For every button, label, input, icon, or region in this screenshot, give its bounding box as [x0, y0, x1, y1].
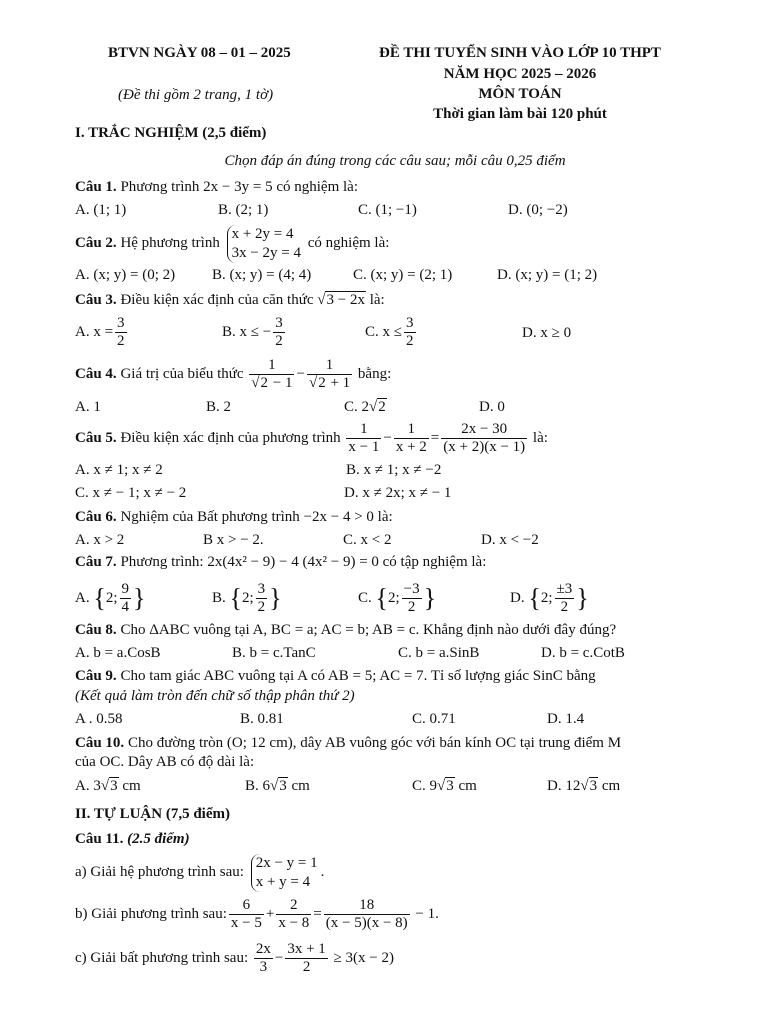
question-6: [75, 508, 393, 526]
option-a: [75, 314, 129, 350]
option-d: D. b = c.CotB: [541, 645, 625, 661]
option-b: [222, 314, 287, 350]
minus-sign: −: [296, 366, 305, 382]
question-label: Câu 6.: [75, 509, 117, 525]
question-stem: Hệ phương trình: [120, 235, 220, 251]
radicand: 3 − 2x: [326, 292, 365, 308]
question-label: Câu 3.: [75, 292, 117, 308]
option-prefix: B. x ≤ −: [222, 324, 272, 340]
question-stem-end: là:: [532, 430, 548, 446]
duration: Thời gian làm bài 120 phút: [433, 106, 607, 122]
part-a: a) Giải hệ phương trình sau: 2x − y = 1 x + y = 4 .: [75, 854, 325, 890]
option-c: C. 2√2: [344, 399, 386, 415]
question-label: Câu 4.: [75, 366, 117, 382]
subject: MÔN TOÁN: [478, 86, 562, 102]
question-9: [75, 667, 596, 685]
option-d: D. (x; y) = (1; 2): [497, 267, 598, 283]
option-d: D. 12√3 cm: [547, 778, 621, 794]
question-points: (2.5 điểm): [127, 831, 190, 847]
equation-2: 3x − 2y = 4: [231, 244, 301, 261]
question-stem: Cho đường tròn (O; 12 cm), dây AB vuông góc với bán kính OC tại trung điểm M: [127, 735, 622, 751]
question-stem: Điều kiện xác định của căn thức: [120, 292, 314, 308]
option-d: D. x ≥ 0: [522, 325, 572, 341]
question-11: [75, 830, 190, 848]
question-stem-end: bằng:: [357, 366, 392, 382]
fraction: $\frac{1}{x + 2}$: [395, 421, 427, 456]
fraction: $\frac{3}{2}$: [406, 315, 414, 350]
question-label: Câu 9.: [75, 668, 117, 684]
question-stem-end: có nghiệm là:: [307, 235, 390, 251]
option-b: B x > − 2.: [203, 532, 264, 548]
exam-title: ĐỀ THI TUYỂN SINH VÀO LỚP 10 THPT: [379, 45, 661, 61]
exam-page-note: (Đề thi gồm 2 trang, 1 tờ): [118, 87, 274, 103]
option-c: C. 9√3 cm: [412, 778, 477, 794]
option-a: A. {2; $\frac{9}{4}$ }: [75, 581, 146, 616]
option-b: B. (2; 1): [218, 202, 269, 218]
option-prefix: A. x =: [75, 324, 114, 340]
option-c: C. (1; −1): [358, 202, 417, 218]
option-a: A. (x; y) = (0; 2): [75, 267, 176, 283]
option-d: D. {2; $\frac{\pm 3}{2}$ }: [510, 581, 589, 616]
equation-1: x + 2y = 4: [231, 225, 294, 242]
question-stem: Điều kiện xác định của phương trình: [120, 430, 341, 446]
question-stem: Phương trình: 2x(4x² − 9) − 4 (4x² − 9) = 0 có tập nghiệm là:: [120, 554, 487, 570]
option-c: C. (x; y) = (2; 1): [353, 267, 453, 283]
question-stem-line2: của OC. Dây AB có độ dài là:: [75, 754, 255, 770]
question-1: [75, 178, 358, 196]
option-c: [365, 314, 418, 350]
question-label: Câu 1.: [75, 179, 117, 195]
option-b: B. b = c.TanC: [232, 645, 316, 661]
question-label: Câu 8.: [75, 622, 117, 638]
question-note: (Kết quả làm tròn đến chữ số thập phân thứ 2): [75, 688, 355, 704]
option-c: C. b = a.SinB: [398, 645, 480, 661]
section-2-title: II. TỰ LUẬN (7,5 điểm): [75, 806, 231, 822]
question-2: [75, 223, 389, 263]
option-a: A. 1: [75, 399, 101, 415]
question-label: Câu 11.: [75, 831, 124, 847]
option-d: D. x < −2: [481, 532, 539, 548]
option-a: A . 0.58: [75, 711, 123, 727]
section-1-instruction: Chọn đáp án đúng trong các câu sau; mỗi câu 0,25 điểm: [224, 153, 566, 169]
school-year: NĂM HỌC 2025 – 2026: [443, 66, 597, 82]
homework-date: BTVN NGÀY 08 – 01 – 2025: [108, 45, 291, 61]
question-7: [75, 553, 486, 571]
question-3: Câu 3. Điều kiện xác định của căn thức √3 − 2x là:: [75, 292, 385, 308]
option-a: A. b = a.CosB: [75, 645, 161, 661]
question-stem: Giá trị của biểu thức: [120, 366, 244, 382]
fraction: $\frac{1}{x - 1}$: [348, 421, 380, 456]
option-d: D. (0; −2): [508, 202, 568, 218]
equation-system: [227, 225, 301, 263]
option-b: B. (x; y) = (4; 4): [212, 267, 312, 283]
part-b: b) Giải phương trình sau: $\frac{6}{x - 5}$ + $\frac{2}{x - 8}$ = $\frac{18}{(x - 5)(x - 8)}$ − 1.: [75, 897, 439, 932]
option-b: B. x ≠ 1; x ≠ −2: [346, 462, 442, 478]
option-a: A. x > 2: [75, 532, 125, 548]
question-stem-end: là:: [369, 292, 385, 308]
question-5: Câu 5. Điều kiện xác định của phương trình $\frac{1}{x - 1}$ − $\frac{1}{x + 2}$ = $\frac{2x - 30}{(x + 2)(x - 1)}$ là:: [75, 421, 548, 456]
option-c: C. {2; $\frac{-3}{2}$ }: [358, 581, 437, 616]
option-d: D. 0: [479, 399, 505, 415]
option-b: B. 6√3 cm: [245, 778, 310, 794]
option-c: C. x ≠ − 1; x ≠ − 2: [75, 485, 187, 501]
part-c: c) Giải bất phương trình sau: $\frac{2x}{3}$ − $\frac{3x + 1}{2}$ ≥ 3(x − 2): [75, 941, 394, 976]
option-b: B. 2: [206, 399, 232, 415]
option-b: B. {2; $\frac{3}{2}$ }: [212, 581, 282, 616]
fraction: $\frac{1}{√2 + 1}$: [308, 357, 351, 392]
option-d: D. 1.4: [547, 711, 585, 727]
question-stem: Phương trình 2x − 3y = 5 có nghiệm là:: [120, 179, 358, 195]
equation-system: 2x − y = 1 x + y = 4: [251, 854, 318, 892]
question-stem: Cho ΔABC vuông tại A, BC = a; AC = b; AB = c. Khẳng định nào dưới đây đúng?: [120, 622, 617, 638]
question-4: [75, 354, 391, 394]
fraction: $\frac{3}{2}$: [117, 315, 125, 350]
option-c: C. x < 2: [343, 532, 392, 548]
question-10: [75, 734, 621, 752]
option-a: A. x ≠ 1; x ≠ 2: [75, 462, 163, 478]
question-label: Câu 7.: [75, 554, 117, 570]
option-d: D. x ≠ 2x; x ≠ − 1: [344, 485, 452, 501]
question-8: [75, 621, 616, 639]
option-b: B. 0.81: [240, 711, 284, 727]
fraction: $\frac{1}{√2 - 1}$: [251, 357, 293, 392]
question-label: Câu 10.: [75, 735, 125, 751]
question-stem: Cho tam giác ABC vuông tại A có AB = 5; AC = 7. Tỉ số lượng giác SinC bằng: [120, 668, 596, 684]
option-a: A. 3√3 cm: [75, 778, 141, 794]
question-label: Câu 5.: [75, 430, 117, 446]
question-stem: Nghiệm của Bất phương trình −2x − 4 > 0 là:: [120, 509, 393, 525]
option-c: C. 0.71: [412, 711, 456, 727]
fraction: $\frac{2x - 30}{(x + 2)(x - 1)}$: [443, 421, 526, 456]
question-label: Câu 2.: [75, 235, 117, 251]
option-a: A. (1; 1): [75, 202, 127, 218]
section-1-title: I. TRẮC NGHIỆM (2,5 điểm): [75, 125, 267, 141]
option-prefix: C. x ≤: [365, 324, 402, 340]
fraction: $\frac{3}{2}$: [275, 315, 283, 350]
